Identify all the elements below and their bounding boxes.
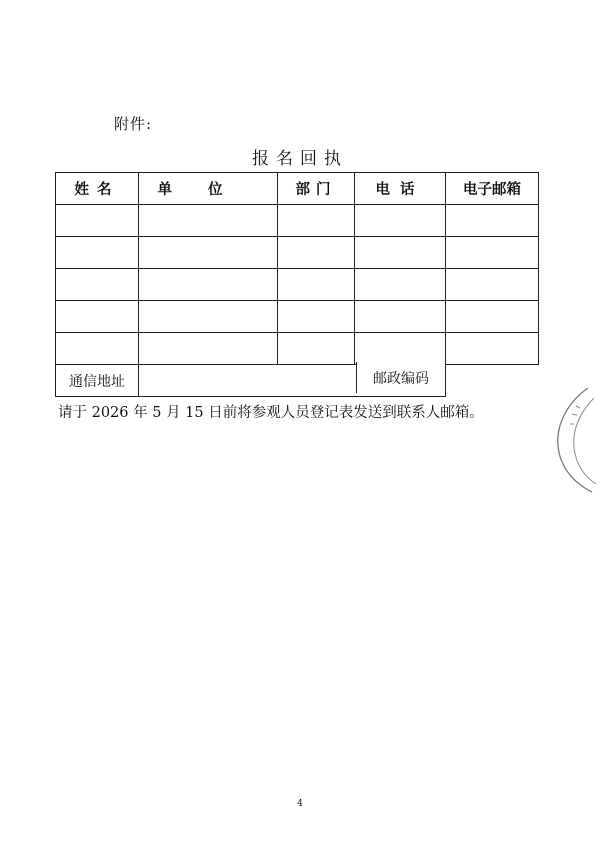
registration-table xyxy=(55,172,539,397)
page-number: 4 xyxy=(297,799,303,809)
cell-phone[interactable] xyxy=(355,301,446,333)
cell-phone[interactable] xyxy=(355,269,446,301)
table-row xyxy=(56,269,539,301)
address-label: 通信地址 xyxy=(56,365,139,397)
cell-email[interactable] xyxy=(446,205,539,237)
cell-unit[interactable] xyxy=(139,333,278,365)
cell-unit[interactable] xyxy=(139,301,278,333)
table-row xyxy=(56,237,539,269)
header-phone: 电话 xyxy=(355,173,446,205)
header-name: 姓名 xyxy=(56,173,139,205)
postcode-label-text: 邮政编码 xyxy=(373,370,429,387)
cell-unit[interactable] xyxy=(139,269,278,301)
cell-unit[interactable] xyxy=(139,205,278,237)
cell-email[interactable] xyxy=(446,269,539,301)
header-unit: 单位 xyxy=(139,173,278,205)
seal-stamp-fragment xyxy=(548,384,600,494)
submission-note: 请于 2026 年 5 月 15 日前将参观人员登记表发送到联系人邮箱。 xyxy=(58,405,484,421)
cell-department[interactable] xyxy=(278,205,355,237)
attachment-label: 附件: xyxy=(114,115,153,133)
cell-name[interactable] xyxy=(56,205,139,237)
cell-email[interactable] xyxy=(446,333,539,365)
table-row xyxy=(56,333,539,365)
cell-name[interactable] xyxy=(56,269,139,301)
cell-name[interactable] xyxy=(56,333,139,365)
header-email: 电子邮箱 xyxy=(446,173,539,205)
cell-name[interactable] xyxy=(56,237,139,269)
cell-unit[interactable] xyxy=(139,237,278,269)
table-row xyxy=(56,301,539,333)
table-row xyxy=(56,205,539,237)
cell-email[interactable] xyxy=(446,301,539,333)
cell-phone[interactable] xyxy=(355,333,446,365)
postcode-label-cell xyxy=(356,362,446,393)
address-row xyxy=(56,365,539,397)
form-title: 报名回执 xyxy=(252,149,348,169)
cell-department[interactable] xyxy=(278,269,355,301)
cell-email[interactable] xyxy=(446,237,539,269)
cell-department[interactable] xyxy=(278,333,355,365)
table-header-row xyxy=(56,173,539,205)
cell-department[interactable] xyxy=(278,237,355,269)
cell-phone[interactable] xyxy=(355,237,446,269)
cell-name[interactable] xyxy=(56,301,139,333)
header-department: 部门 xyxy=(278,173,355,205)
cell-department[interactable] xyxy=(278,301,355,333)
cell-phone[interactable] xyxy=(355,205,446,237)
